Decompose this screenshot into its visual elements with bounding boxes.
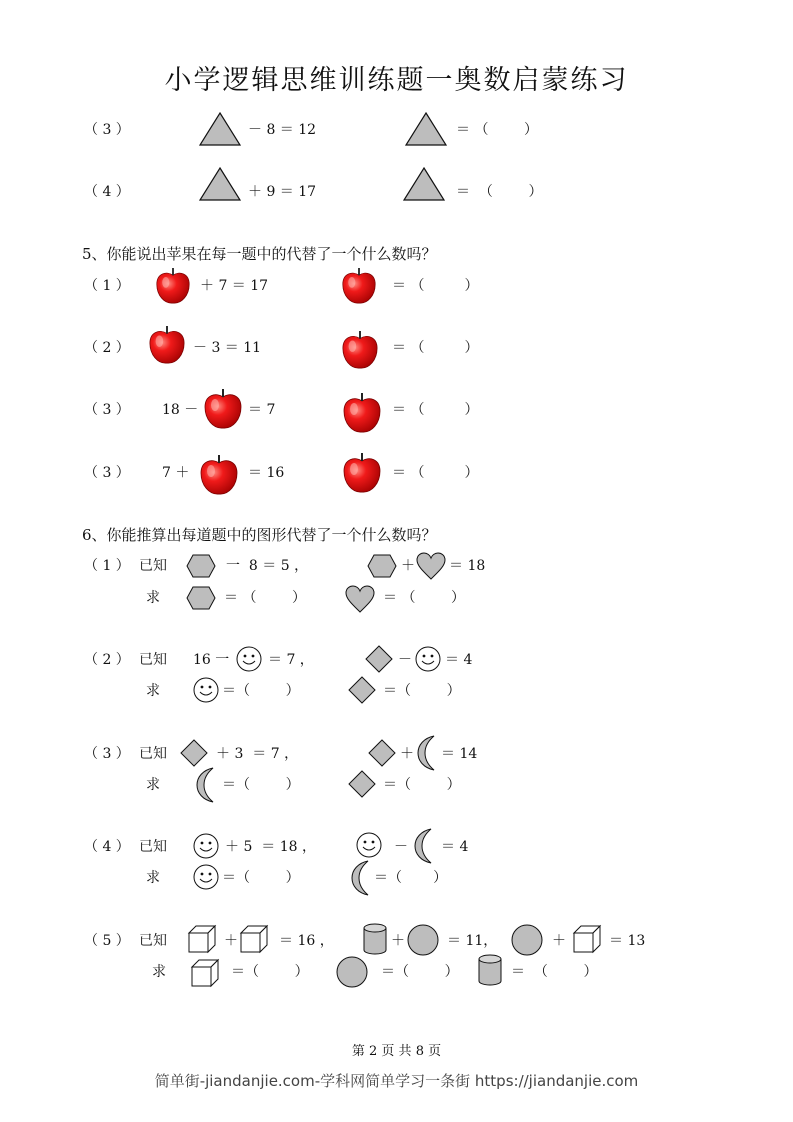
triangle-icon bbox=[198, 166, 242, 202]
equation-text: ＋ 3 ＝ 7 ， bbox=[216, 746, 299, 762]
equation-text: ＋ 9 ＝ 17 bbox=[248, 184, 317, 200]
problem-index: （ 2 ） bbox=[84, 652, 130, 668]
find-label: 求 bbox=[152, 964, 166, 980]
diamond-icon bbox=[365, 645, 393, 673]
equation-text: 18 － bbox=[162, 402, 199, 418]
cube-icon bbox=[190, 958, 220, 988]
equation-text: 16 一 bbox=[193, 652, 230, 668]
apple-icon bbox=[342, 451, 382, 495]
answer-blank: ＝ （ ） bbox=[511, 964, 598, 980]
circle-icon bbox=[336, 956, 368, 988]
known-label: 已知 bbox=[139, 652, 167, 668]
answer-blank: ＝（ ） bbox=[383, 683, 461, 699]
find-label: 求 bbox=[146, 683, 160, 699]
equation-text: ＝ 4 bbox=[441, 839, 469, 855]
equation-text: － 8 ＝ 12 bbox=[248, 122, 317, 138]
answer-blank: ＝ （ ） bbox=[383, 590, 466, 606]
heart-icon bbox=[416, 552, 446, 580]
answer-blank: ＝（ ） bbox=[231, 964, 309, 980]
equation-text: ＝ 13 bbox=[609, 933, 646, 949]
crescent-moon-icon bbox=[414, 828, 434, 864]
cylinder-icon bbox=[478, 954, 502, 986]
answer-blank: ＝ （ ） bbox=[392, 278, 479, 294]
smiley-icon bbox=[356, 832, 382, 858]
cylinder-icon bbox=[363, 923, 387, 955]
smiley-icon bbox=[193, 833, 219, 859]
known-label: 已知 bbox=[139, 558, 167, 574]
operator-text: ＋ bbox=[401, 558, 415, 574]
hexagon-icon bbox=[186, 554, 216, 578]
problem-index: （ 3 ） bbox=[84, 122, 130, 138]
problem-index: （ 3 ） bbox=[84, 746, 130, 762]
problem-index: （ 2 ） bbox=[84, 340, 130, 356]
cube-icon bbox=[239, 924, 269, 954]
page-title: 小学逻辑思维训练题一奥数启蒙练习 bbox=[164, 65, 629, 96]
problem-index: （ 4 ） bbox=[84, 184, 130, 200]
problem-index: （ 1 ） bbox=[84, 278, 130, 294]
triangle-icon bbox=[402, 166, 446, 202]
equation-text: ＋ 5 ＝ 18 ， bbox=[225, 839, 316, 855]
problem-index: （ 1 ） bbox=[84, 558, 130, 574]
apple-icon bbox=[342, 391, 382, 435]
problem-index: （ 3 ） bbox=[84, 465, 130, 481]
operator-text: ＋ bbox=[391, 933, 405, 949]
hexagon-icon bbox=[367, 554, 397, 578]
problem-index: （ 3 ） bbox=[84, 402, 130, 418]
find-label: 求 bbox=[146, 870, 160, 886]
circle-icon bbox=[511, 924, 543, 956]
equation-text: ＝ 14 bbox=[441, 746, 478, 762]
answer-blank: ＝（ ） bbox=[383, 777, 461, 793]
apple-icon bbox=[341, 266, 377, 306]
problem-index: （ 4 ） bbox=[84, 839, 130, 855]
smiley-icon bbox=[193, 864, 219, 890]
equation-text: ＝ 16 ， bbox=[279, 933, 334, 949]
apple-icon bbox=[203, 387, 243, 431]
answer-blank: ＝（ ） bbox=[374, 870, 448, 886]
answer-blank: ＝ （ ） bbox=[392, 465, 479, 481]
find-label: 求 bbox=[146, 777, 160, 793]
circle-icon bbox=[407, 924, 439, 956]
apple-icon bbox=[155, 266, 191, 306]
equation-text: ＝ 7 ， bbox=[268, 652, 314, 668]
triangle-icon bbox=[198, 111, 242, 147]
equation-text: ＝ 4 bbox=[445, 652, 473, 668]
equation-text: 7 ＋ bbox=[162, 465, 190, 481]
smiley-icon bbox=[415, 646, 441, 672]
known-label: 已知 bbox=[139, 933, 167, 949]
crescent-moon-icon bbox=[351, 860, 371, 896]
smiley-icon bbox=[236, 646, 262, 672]
apple-icon bbox=[148, 324, 186, 366]
answer-blank: ＝ （ ） bbox=[456, 122, 539, 138]
problem-index: （ 5 ） bbox=[84, 933, 130, 949]
equation-text: － 3 ＝ 11 bbox=[193, 340, 262, 356]
answer-blank: ＝（ ） bbox=[222, 777, 300, 793]
answer-blank: ＝（ ） bbox=[381, 964, 459, 980]
site-watermark: 简单街-jiandanjie.com-学科网简单学习一条街 https://jiandanjie.com bbox=[154, 1072, 639, 1090]
answer-blank: ＝（ ） bbox=[222, 683, 300, 699]
operator-text: ＋ bbox=[224, 933, 238, 949]
answer-blank: ＝（ ） bbox=[222, 870, 300, 886]
answer-blank: ＝ （ ） bbox=[224, 590, 307, 606]
diamond-icon bbox=[368, 739, 396, 767]
known-label: 已知 bbox=[139, 746, 167, 762]
smiley-icon bbox=[193, 677, 219, 703]
diamond-icon bbox=[348, 770, 376, 798]
cube-icon bbox=[572, 924, 602, 954]
section-5-heading: 5、你能说出苹果在每一题中的代替了一个什么数吗？ bbox=[82, 245, 437, 263]
heart-icon bbox=[345, 585, 375, 613]
operator-text: ＋ bbox=[400, 746, 414, 762]
hexagon-icon bbox=[186, 586, 216, 610]
apple-icon bbox=[199, 453, 239, 497]
crescent-moon-icon bbox=[417, 735, 437, 771]
known-label: 已知 bbox=[139, 839, 167, 855]
section-6-heading: 6、你能推算出每道题中的图形代替了一个什么数吗？ bbox=[82, 526, 437, 544]
operator-text: － bbox=[394, 839, 408, 855]
answer-blank: ＝ （ ） bbox=[392, 340, 479, 356]
answer-blank: ＝ （ ） bbox=[392, 402, 479, 418]
find-label: 求 bbox=[146, 590, 160, 606]
equation-text: ＝ 16 bbox=[248, 465, 285, 481]
equation-text: 一 8 ＝ 5 ， bbox=[226, 558, 309, 574]
equation-text: ＝ 18 bbox=[449, 558, 486, 574]
page-number: 第 2 页 共 8 页 bbox=[351, 1044, 442, 1059]
cube-icon bbox=[187, 924, 217, 954]
triangle-icon bbox=[404, 111, 448, 147]
operator-text: ＋ bbox=[552, 933, 566, 949]
apple-icon bbox=[341, 329, 379, 371]
equation-text: ＋ 7 ＝ 17 bbox=[200, 278, 269, 294]
diamond-icon bbox=[348, 676, 376, 704]
equation-text: ＝ 11， bbox=[447, 933, 498, 949]
crescent-moon-icon bbox=[196, 767, 216, 803]
answer-blank: ＝ （ ） bbox=[456, 184, 543, 200]
equation-text: ＝ 7 bbox=[248, 402, 276, 418]
operator-text: － bbox=[398, 652, 412, 668]
diamond-icon bbox=[180, 739, 208, 767]
